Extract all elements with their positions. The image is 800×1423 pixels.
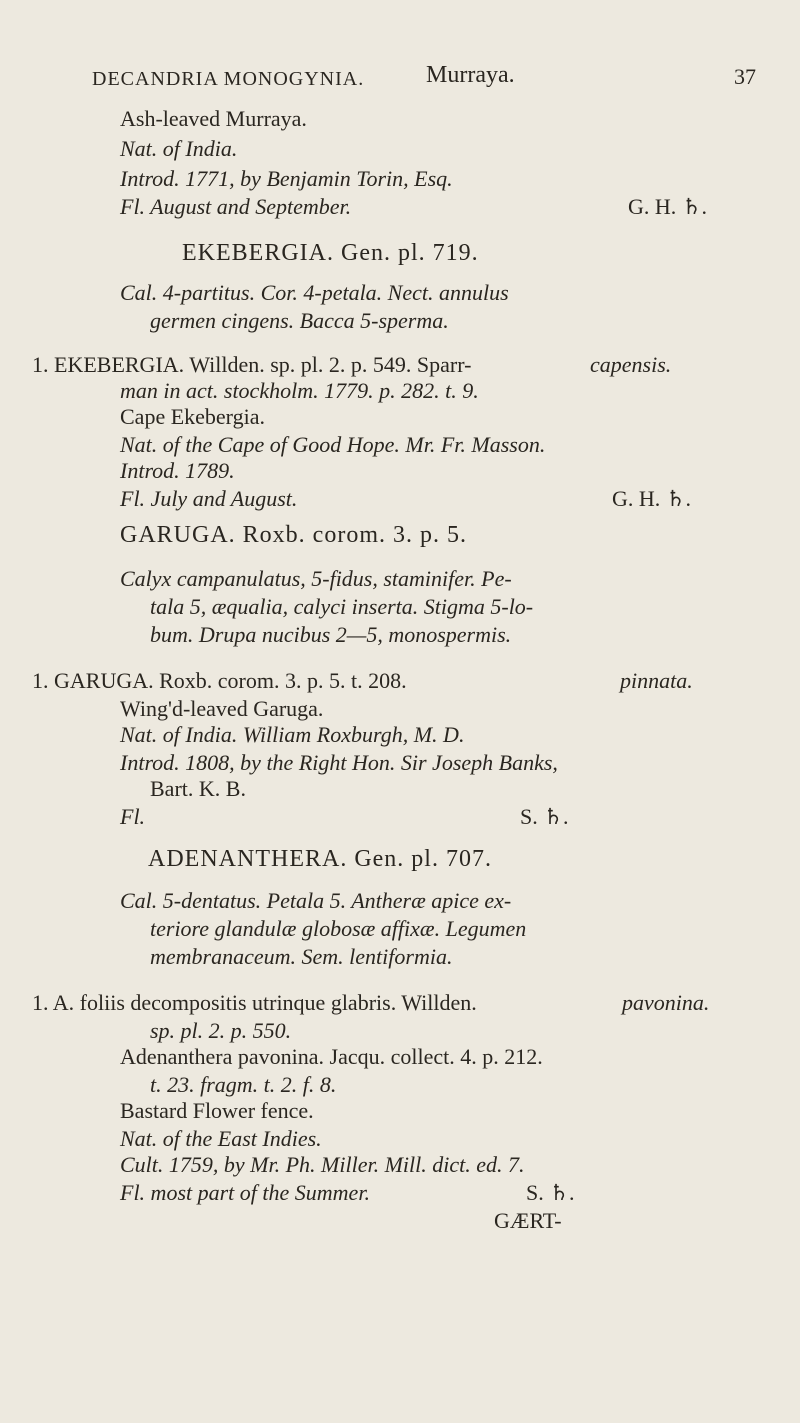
genus-character-line: membranaceum. Sem. lentiformia.: [150, 944, 453, 969]
habitat-mark: G. H. ♄.: [612, 486, 691, 511]
species-name: pinnata.: [620, 668, 693, 693]
page-number: 37: [734, 64, 756, 89]
introduction-line-cont: Bart. K. B.: [150, 776, 246, 801]
genus-character-line: bum. Drupa nucibus 2—5, monospermis.: [150, 622, 512, 647]
cultivation-line: Cult. 1759, by Mr. Ph. Miller. Mill. dict. ed. 7.: [120, 1152, 525, 1177]
introduction-line: Introd. 1771, by Benjamin Torin, Esq.: [120, 166, 453, 191]
native-line: Nat. of the East Indies.: [120, 1126, 322, 1151]
genus-character-line: Cal. 4-partitus. Cor. 4-petala. Nect. annulus: [120, 280, 509, 305]
flowering-line: Fl. August and September.: [120, 194, 352, 219]
species-entry: 1. GARUGA. Roxb. corom. 3. p. 5. t. 208.: [32, 668, 407, 693]
species-entry: 1. A. foliis decompositis utrinque glabris. Willden.: [32, 990, 477, 1015]
genus-heading: EKEBERGIA. Gen. pl. 719.: [182, 240, 479, 266]
genus-heading: ADENANTHERA. Gen. pl. 707.: [148, 846, 492, 872]
genus-heading: GARUGA. Roxb. corom. 3. p. 5.: [120, 522, 467, 548]
species-name: pavonina.: [622, 990, 710, 1015]
common-name: Wing'd-leaved Garuga.: [120, 696, 324, 721]
genus-character-line: teriore glandulæ globosæ affixæ. Legumen: [150, 916, 527, 941]
species-entry: 1. EKEBERGIA. Willden. sp. pl. 2. p. 549. Sparr-: [32, 352, 472, 377]
habitat-mark: S. ♄.: [526, 1180, 575, 1205]
introduction-line: Introd. 1808, by the Right Hon. Sir Joseph Banks,: [120, 750, 558, 775]
genus-character-line: Calyx campanulatus, 5-fidus, staminifer. Pe-: [120, 566, 512, 591]
running-header-genus: Murraya.: [426, 62, 515, 88]
genus-character-line: germen cingens. Bacca 5-sperma.: [150, 308, 449, 333]
common-name: Ash-leaved Murraya.: [120, 106, 307, 131]
species-name: capensis.: [590, 352, 672, 377]
genus-character-line: tala 5, æqualia, calyci inserta. Stigma 5-lo-: [150, 594, 534, 619]
native-line: Nat. of the Cape of Good Hope. Mr. Fr. Masson.: [120, 432, 546, 457]
synonym-line: Adenanthera pavonina. Jacqu. collect. 4. p. 212.: [120, 1044, 543, 1069]
habitat-mark: S. ♄.: [520, 804, 569, 829]
flowering-line: Fl. July and August.: [120, 486, 298, 511]
common-name: Bastard Flower fence.: [120, 1098, 314, 1123]
catchword: GÆRT-: [494, 1208, 562, 1233]
reference-line: sp. pl. 2. p. 550.: [150, 1018, 292, 1043]
reference-line: t. 23. fragm. t. 2. f. 8.: [150, 1072, 337, 1097]
common-name: Cape Ekebergia.: [120, 404, 265, 429]
native-line: Nat. of India.: [120, 136, 238, 161]
introduction-line: Introd. 1789.: [120, 458, 235, 483]
reference-line: man in act. stockholm. 1779. p. 282. t. 9.: [120, 378, 479, 403]
flowering-line: Fl.: [120, 804, 146, 829]
running-header-left: DECANDRIA MONOGYNIA.: [92, 68, 365, 90]
flowering-line: Fl. most part of the Summer.: [120, 1180, 370, 1205]
genus-character-line: Cal. 5-dentatus. Petala 5. Antheræ apice ex-: [120, 888, 512, 913]
native-line: Nat. of India. William Roxburgh, M. D.: [120, 722, 465, 747]
habitat-mark: G. H. ♄.: [628, 194, 707, 219]
